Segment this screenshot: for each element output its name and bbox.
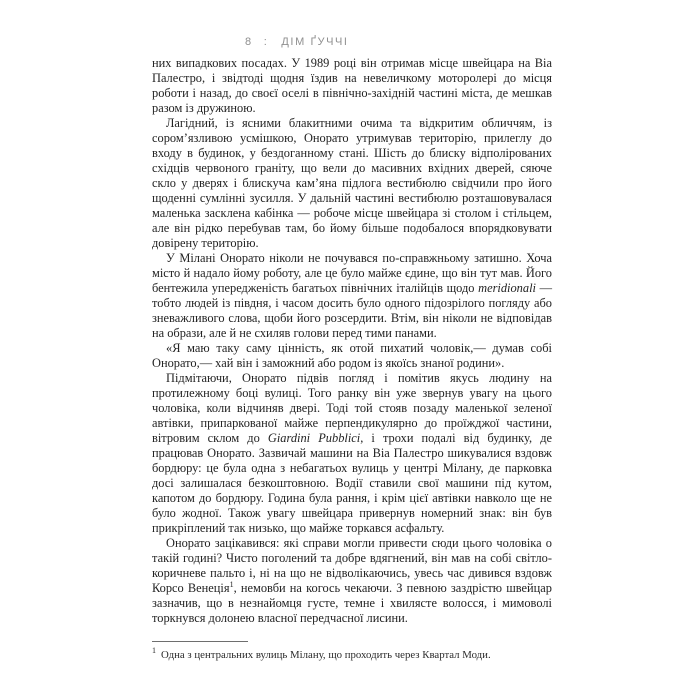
text-segment: Підмітаючи, Онорато підвів погляд і помітив якусь людину на протилежному боці вулиці. Того ранку він уже звернув увагу на цього чоловіка, коли відчиняв двері. Тоді той стояв позаду маленької зеленої автівки, припаркованої майже перпендикулярно до проїжджої частини, вітровим склом до xyxy=(152,371,552,445)
running-head xyxy=(245,36,349,48)
footnote xyxy=(152,646,552,662)
page-body xyxy=(152,56,552,626)
text-segment: , і трохи подалі від будинку, де працював Онорато. Зазвичай машини на Віа Палестро шикувалися вздовж бордюру: це була одна з небагатьох вулиць у центрі Мілану, де парковка досі залишалася безкоштовною. Водії ставили свої машини під кутом, капотом до бордюру. Година була рання, і крім цієї автівки навколо ще не було жодної. Також увагу швейцара привернув номерний знак: він був прикріплений так низько, що майже торкався асфальту. xyxy=(152,431,552,535)
text-segment: «Я маю таку саму цінність, як отой пихатий чоловік,— думав собі Онорато,— хай він і заможний або родом із якоїсь знаної родини». xyxy=(152,341,552,370)
paragraph xyxy=(152,251,552,341)
footnote-marker: 1 xyxy=(152,646,156,656)
paragraph xyxy=(152,536,552,626)
text-segment: — тобто людей із півдня, і часом досить було одного підозрілого погляду або зневажливого слова, щоби його розсердити. Втім, він ніколи не відповідав на образи, але й не схиляв голови перед тими панами. xyxy=(152,281,552,340)
paragraph xyxy=(152,116,552,251)
footnote-rule xyxy=(152,641,248,642)
page-number: 8 xyxy=(245,36,253,48)
paragraph xyxy=(152,56,552,116)
text-segment: Лагідний, із ясними блакитними очима та відкритим обличчям, із сором’язливою усмішкою, Онорато утримував територію, прилеглу до входу в будинок, у бездоганному стані. Шість до блиску відполірованих східців червоного граніту, що вели до масивних вхідних дверей, сяюче скло у дверях і блискуча кам’яна підлога вестибюлю свідчили про його щоденні сумлінні зусилля. У дальній частині вестибюлю розташовувалася маленька засклена кабінка — робоче місце швейцара зі столом і стільцем, але він рідко перебував там, бо йому більше подобалося впорядковувати довірену територію. xyxy=(152,116,552,250)
footnote-text: Одна з центральних вулиць Мілану, що проходить через Квартал Моди. xyxy=(161,649,491,661)
text-segment: Онорато зацікавився: які справи могли привести сюди цього чоловіка о такій годині? Чисто поголений та добре вдягнений, він мав на собі світло-коричневе пальто і, ні на що не відволікаючись, увесь час дивився вздовж Корсо Венеція xyxy=(152,536,552,595)
paragraph xyxy=(152,371,552,536)
text-segment: них випадкових посадах. У 1989 році він отримав місце швейцара на Віа Палестро, і звідтоді щодня їздив на невеличкому моторолері до місця роботи і назад, до своєї оселі в північно-західній частині міста, де мешкав разом із дружиною. xyxy=(152,56,552,115)
footnote-reference: 1 xyxy=(229,579,234,589)
header-separator: : xyxy=(263,36,269,48)
text-segment: meridionali xyxy=(478,281,536,295)
paragraph xyxy=(152,341,552,371)
text-segment: Giardini Pubblici xyxy=(267,431,361,445)
book-title: ДІМ ҐУЧЧІ xyxy=(281,36,349,48)
text-segment: У Мілані Онорато ніколи не почувався по-справжньому затишно. Хоча місто й надало йому роботу, але це було майже єдине, що він тут мав. Його бентежила упередженість багатьох північних італійців щодо xyxy=(152,251,552,295)
text-segment: , немовби на когось чекаючи. З певною заздрістю швейцар зазначив, що в незнайомця густе, темне і хвилясте волосся, і мимоволі торкнувся долонею власної передчасної лисини. xyxy=(152,581,553,625)
